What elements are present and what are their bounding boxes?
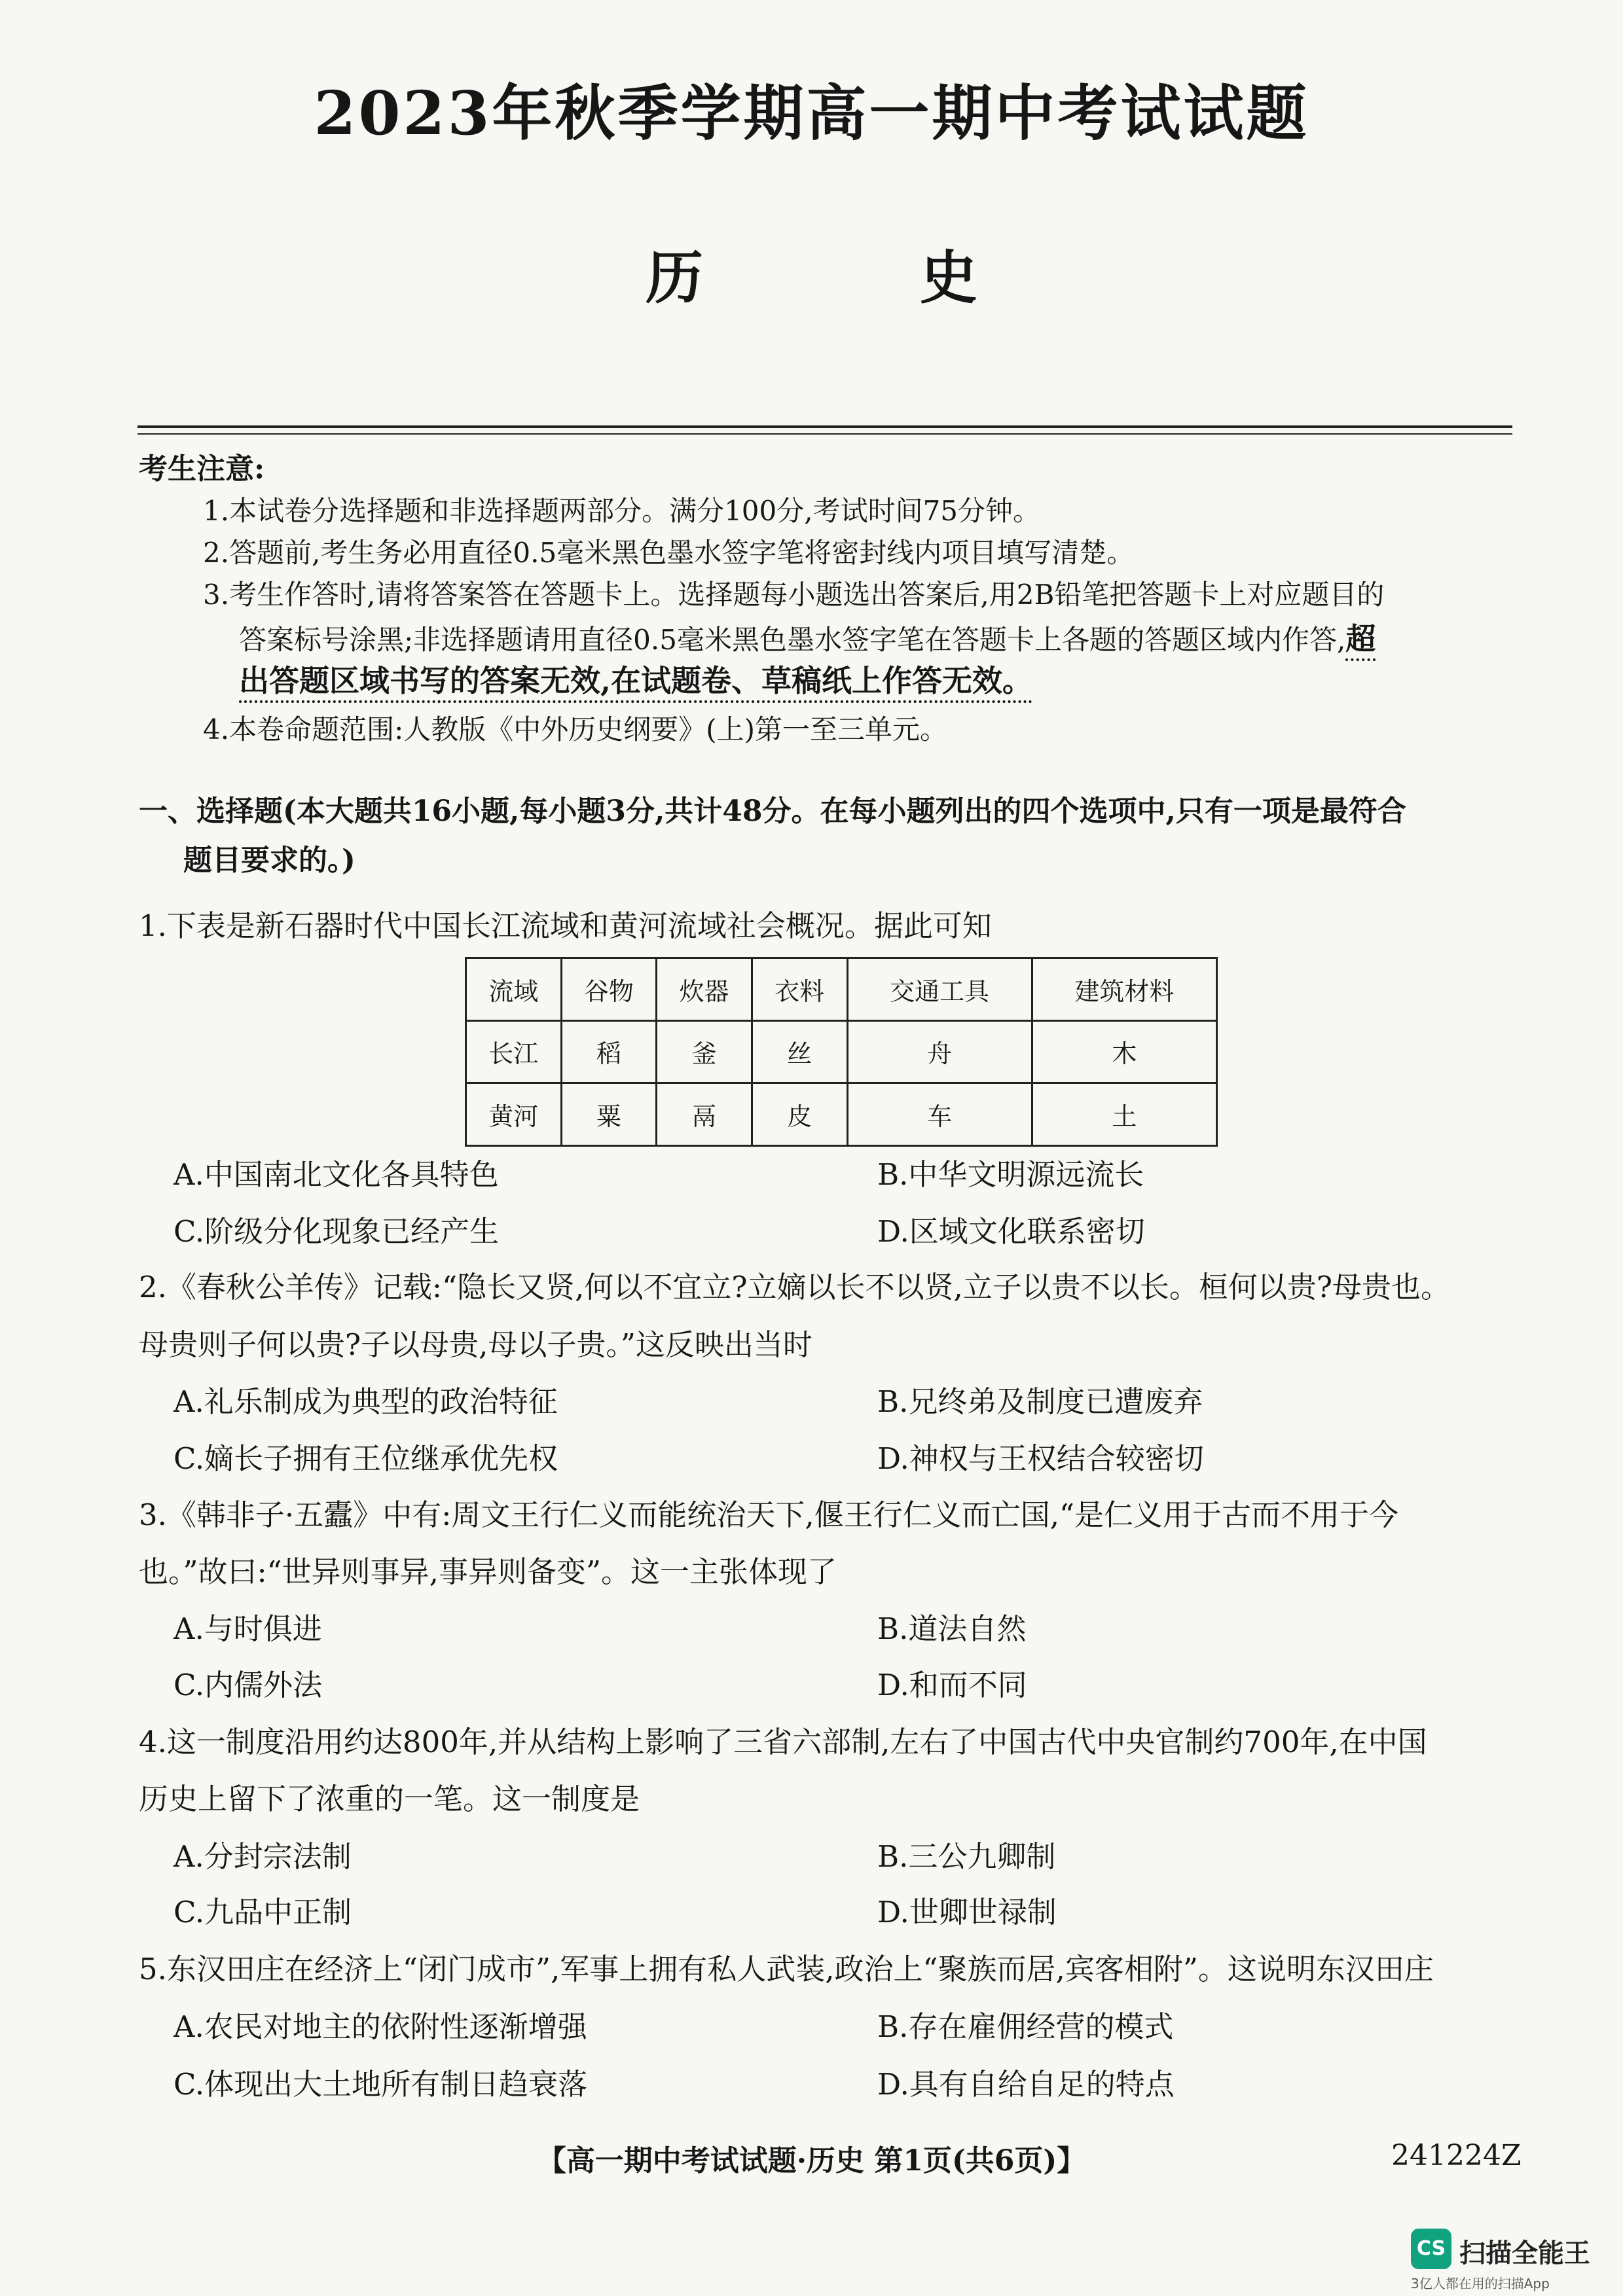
notice-line-4-text: 答案标号涂黑;非选择题请用直径0.5毫米黑色墨水签字笔在答题卡上各题的答题区域内作答, xyxy=(239,624,1346,656)
section-heading-line-1: 一、选择题(本大题共16小题,每小题3分,共计48分。在每小题列出的四个选项中,只有一项是最符合 xyxy=(139,795,1406,828)
camscanner-icon: CS xyxy=(1411,2229,1451,2269)
question-4-stem-line-1: 4.这一制度沿用约达800年,并从结构上影响了三省六部制,左右了中国古代中央官制约700年,在中国 xyxy=(139,1725,1427,1759)
table-row xyxy=(466,1020,1217,1083)
table-header-cell: 交通工具 xyxy=(847,958,1032,1021)
question-3-option-a[interactable]: A.与时俱进 xyxy=(173,1611,322,1646)
table-header-cell: 流域 xyxy=(466,958,562,1021)
notice-heading: 考生注意: xyxy=(139,452,265,486)
table-cell: 釜 xyxy=(657,1020,752,1083)
question-2-stem-line-2: 母贵则子何以贵?子以母贵,母以子贵。”这反映出当时 xyxy=(139,1327,812,1362)
subject-title: 历 史 xyxy=(646,243,1076,312)
notice-line-3: 3.考生作答时,请将答案答在答题卡上。选择题每小题选出答案后,用2B铅笔把答题卡上对应题目的 xyxy=(203,579,1385,611)
question-5-option-a[interactable]: A.农民对地主的依附性逐渐增强 xyxy=(173,2009,587,2044)
question-1-option-d[interactable]: D.区域文化联系密切 xyxy=(877,1214,1145,1249)
question-4-stem-line-2: 历史上留下了浓重的一笔。这一制度是 xyxy=(139,1782,640,1816)
question-4-option-a[interactable]: A.分封宗法制 xyxy=(173,1839,352,1874)
question-1-stem: 1.下表是新石器时代中国长江流域和黄河流域社会概况。据此可知 xyxy=(139,908,992,943)
question-2-stem-line-1: 2.《春秋公羊传》记载:“隐长又贤,何以不宜立?立嫡以长不以贤,立子以贵不以长。桓何以贵?母贵也。 xyxy=(139,1270,1450,1304)
table-row xyxy=(466,1083,1217,1146)
table-cell: 皮 xyxy=(752,1083,847,1146)
question-5-stem: 5.东汉田庄在经济上“闭门成市”,军事上拥有私人武装,政治上“聚族而居,宾客相附”。这说明东汉田庄 xyxy=(139,1952,1434,1986)
question-4-option-b[interactable]: B.三公九卿制 xyxy=(877,1839,1056,1874)
table-header-cell: 衣料 xyxy=(752,958,847,1021)
question-2-option-c[interactable]: C.嫡长子拥有王位继承优先权 xyxy=(173,1441,558,1476)
question-5-option-b[interactable]: B.存在雇佣经营的模式 xyxy=(877,2009,1174,2044)
scanner-app-name: 扫描全能王 xyxy=(1459,2238,1590,2269)
question-2-option-b[interactable]: B.兄终弟及制度已遭废弃 xyxy=(877,1384,1203,1419)
question-3-option-c[interactable]: C.内儒外法 xyxy=(173,1668,323,1702)
table-cell: 长江 xyxy=(466,1020,562,1083)
table-cell: 丝 xyxy=(752,1020,847,1083)
question-5-option-d[interactable]: D.具有自给自足的特点 xyxy=(877,2067,1175,2102)
table-cell: 车 xyxy=(847,1083,1032,1146)
table-cell: 黄河 xyxy=(466,1083,562,1146)
question-3-option-d[interactable]: D.和而不同 xyxy=(877,1668,1027,1702)
question-3-stem-line-2: 也。”故曰:“世异则事异,事异则备变”。这一主张体现了 xyxy=(139,1554,837,1589)
notice-emphasis-start: 超 xyxy=(1345,621,1376,656)
question-1-option-c[interactable]: C.阶级分化现象已经产生 xyxy=(173,1214,500,1249)
question-4-option-c[interactable]: C.九品中正制 xyxy=(173,1895,352,1929)
table-cell: 稻 xyxy=(561,1020,657,1083)
question-2-option-a[interactable]: A.礼乐制成为典型的政治特征 xyxy=(173,1384,558,1419)
notice-line-1: 1.本试卷分选择题和非选择题两部分。满分100分,考试时间75分钟。 xyxy=(203,495,1041,527)
question-5-option-c[interactable]: C.体现出大土地所有制日趋衰落 xyxy=(173,2067,588,2102)
question-3-stem-line-1: 3.《韩非子·五蠹》中有:周文王行仁义而能统治天下,偃王行仁义而亡国,“是仁义用于古而不用于今 xyxy=(139,1498,1399,1532)
table-cell: 粟 xyxy=(561,1083,657,1146)
exam-title: 2023年秋季学期高一期中考试试题 xyxy=(314,78,1309,149)
table-cell: 鬲 xyxy=(657,1083,752,1146)
question-1-option-b[interactable]: B.中华文明源远流长 xyxy=(877,1157,1144,1192)
table-header-row xyxy=(466,958,1217,1021)
notice-line-2: 2.答题前,考生务必用直径0.5毫米黑色墨水签字笔将密封线内项目填写清楚。 xyxy=(203,537,1135,569)
header-rule-thin xyxy=(137,433,1512,435)
scanner-watermark xyxy=(1411,2229,1607,2291)
header-rule-thick xyxy=(137,425,1512,428)
question-4-option-d[interactable]: D.世卿世禄制 xyxy=(877,1895,1057,1929)
question-2-option-d[interactable]: D.神权与王权结合较密切 xyxy=(877,1441,1204,1476)
table-cell: 舟 xyxy=(847,1020,1032,1083)
notice-line-4 xyxy=(239,615,1376,658)
paper-code: 241224Z xyxy=(1391,2139,1522,2172)
page-footer: 【高一期中考试试题·历史 第1页(共6页)】 xyxy=(537,2144,1086,2178)
question-1-option-a[interactable]: A.中国南北文化各具特色 xyxy=(173,1157,499,1192)
question-3-option-b[interactable]: B.道法自然 xyxy=(877,1611,1027,1646)
table-header-cell: 建筑材料 xyxy=(1032,958,1216,1021)
notice-line-5 xyxy=(239,657,1032,700)
table-cell: 木 xyxy=(1032,1020,1216,1083)
scanner-tagline: 3亿人都在用的扫描App xyxy=(1411,2276,1550,2291)
notice-emphasis: 出答题区域书写的答案无效,在试题卷、草稿纸上作答无效。 xyxy=(239,663,1033,698)
table-cell: 土 xyxy=(1032,1083,1216,1146)
notice-line-6: 4.本卷命题范围:人教版《中外历史纲要》(上)第一至三单元。 xyxy=(203,713,947,745)
section-heading-line-2: 题目要求的。) xyxy=(183,844,356,877)
table-header-cell: 谷物 xyxy=(561,958,657,1021)
table-header-cell: 炊器 xyxy=(657,958,752,1021)
society-table xyxy=(465,957,1218,1147)
